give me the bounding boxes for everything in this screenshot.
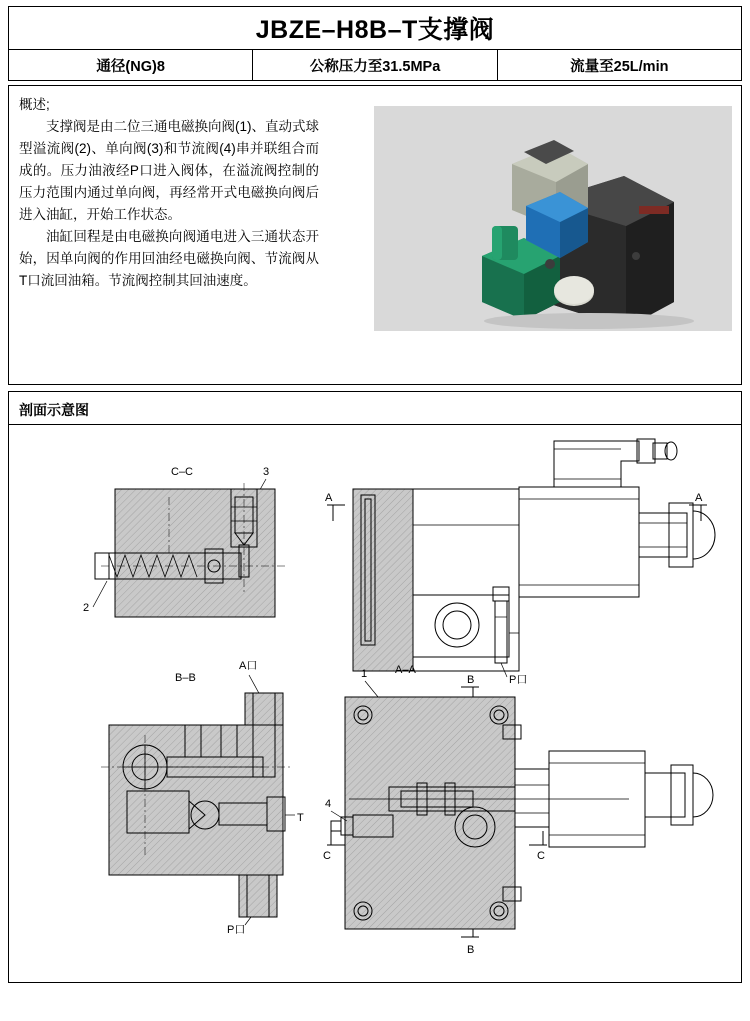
- label-callout-4: 4: [325, 798, 332, 810]
- label-section-b-bottom: B: [467, 944, 475, 956]
- drawing-section-aa: [323, 664, 713, 956]
- label-section-a-left: A: [325, 492, 333, 504]
- description-paragraph-1: 支撑阀是由二位三通电磁换向阀(1)、直动式球型溢流阀(2)、单向阀(3)和节流阀(4)串并联组合而成的。压力油液经P口进入阀体，在溢流阀控制的压力范围内通过单向阀，再经常开式电磁换向阀后进入油缸，开始工作状态。: [19, 119, 319, 222]
- product-photo: [374, 106, 732, 331]
- spec-nominal-pressure: 公称压力至31.5MPa: [253, 50, 497, 81]
- label-view-cc: C–C: [171, 466, 194, 478]
- label-section-b-top: B: [467, 674, 475, 686]
- page-title: JBZE–H8B–T支撑阀: [9, 7, 742, 50]
- label-view-bb: B–B: [175, 672, 196, 684]
- description-paragraph-2: 油缸回程是由电磁换向阀通电进入三通状态开始，因单向阀的作用回油经电磁换向阀、节流阀从T口流回油箱。节流阀控制其回油速度。: [19, 229, 319, 288]
- label-port-a: A口: [239, 660, 258, 672]
- label-section-a-right: A: [695, 492, 703, 504]
- label-port-p-bottom: P口: [227, 924, 246, 936]
- section-title: 剖面示意图: [19, 402, 89, 418]
- label-section-c-right: C: [537, 850, 545, 862]
- drawing-section-cc: [83, 466, 285, 617]
- label-callout-1: 1: [361, 668, 368, 680]
- label-port-t: T: [297, 812, 304, 824]
- section-drawing-box: [8, 391, 742, 983]
- description-heading: 概述;: [19, 97, 50, 112]
- spec-flow-rate: 流量至25L/min: [497, 50, 741, 81]
- drawing-area: [9, 425, 741, 982]
- description-text: [19, 94, 319, 292]
- drawing-section-bb: [101, 660, 304, 936]
- description-box: [8, 85, 742, 385]
- drawing-solenoid-elevation: [325, 439, 715, 686]
- label-section-c-left: C: [323, 850, 331, 862]
- label-view-aa: A–A: [395, 664, 416, 676]
- label-port-p-left: P口: [509, 674, 528, 686]
- header-table: [8, 6, 742, 81]
- label-callout-3: 3: [263, 466, 270, 478]
- spec-nominal-diameter: 通径(NG)8: [9, 50, 253, 81]
- label-callout-2: 2: [83, 602, 90, 614]
